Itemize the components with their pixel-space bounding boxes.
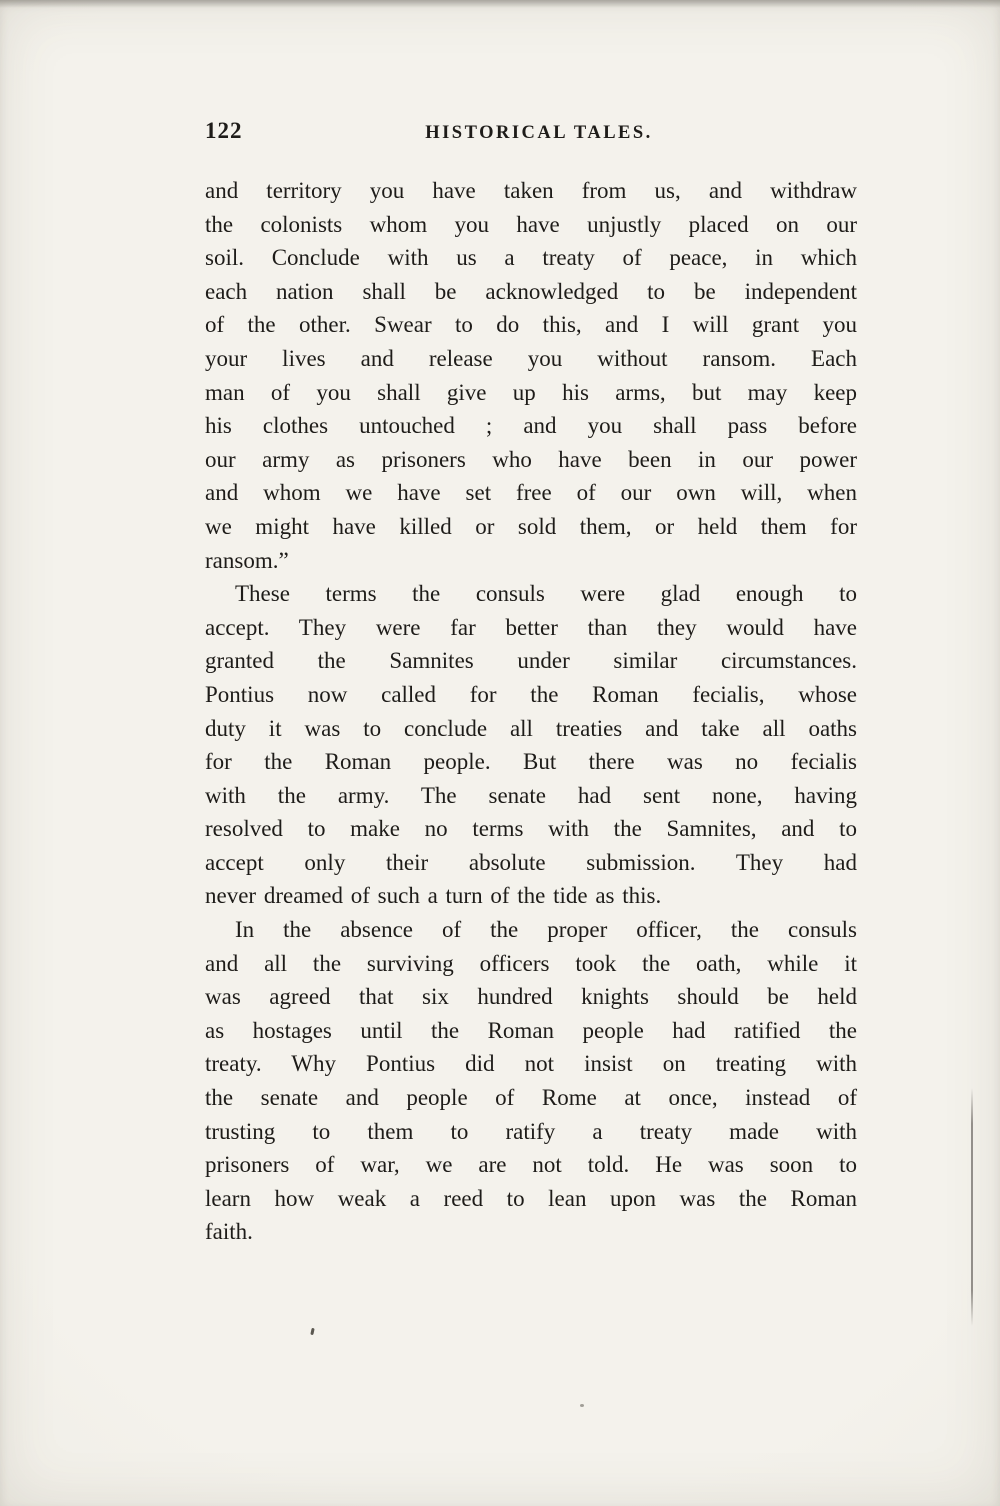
scan-artifact-line: [971, 1088, 973, 1326]
text-line: In the absence of the proper officer, the consuls: [235, 917, 857, 943]
text-line: resolved to make no terms with the Samnites, and to: [205, 816, 857, 842]
text-line: trusting to them to ratify a treaty made with: [205, 1118, 857, 1144]
text-line: your lives and release you without ransom. Each: [205, 345, 857, 371]
text-line: accept. They were far better than they would have: [205, 614, 857, 640]
text-line: and all the surviving officers took the oath, while it: [205, 950, 857, 976]
text-line: and territory you have taken from us, and withdraw: [205, 178, 857, 203]
paragraph: [205, 913, 857, 1249]
text-line: each nation shall be acknowledged to be independent: [205, 278, 857, 304]
text-line: These terms the consuls were glad enough to: [235, 581, 857, 607]
text-line: granted the Samnites under similar circumstances.: [205, 648, 857, 674]
text-line: the senate and people of Rome at once, instead of: [205, 1085, 857, 1111]
text-line: we might have killed or sold them, or held them for: [205, 513, 857, 539]
text-line: as hostages until the Roman people had ratified the: [205, 1017, 857, 1043]
text-line: ransom.”: [205, 547, 289, 573]
scan-speck: [580, 1404, 584, 1407]
text-line: his clothes untouched ; and you shall pass before: [205, 413, 857, 439]
page-edge-shadow: [0, 0, 1000, 8]
paragraph: [205, 577, 857, 913]
text-line: prisoners of war, we are not told. He was soon to: [205, 1152, 857, 1178]
text-line: the colonists whom you have unjustly placed on our: [205, 211, 857, 237]
text-line: treaty. Why Pontius did not insist on treating with: [205, 1051, 857, 1077]
text-line: Pontius now called for the Roman fecialis, whose: [205, 681, 857, 707]
text-line: accept only their absolute submission. They had: [205, 849, 857, 875]
text-line: our army as prisoners who have been in our power: [205, 446, 857, 472]
text-line: of the other. Swear to do this, and I will grant you: [205, 312, 857, 338]
text-line: with the army. The senate had sent none, having: [205, 782, 857, 808]
text-line: man of you shall give up his arms, but may keep: [205, 379, 857, 405]
text-block: [205, 118, 857, 1249]
text-line: never dreamed of such a turn of the tide as this.: [205, 883, 662, 909]
text-line: for the Roman people. But there was no fecialis: [205, 749, 857, 775]
text-line: soil. Conclude with us a treaty of peace, in which: [205, 245, 857, 271]
text-line: and whom we have set free of our own will, when: [205, 480, 857, 506]
running-header: [205, 118, 857, 144]
text-line: learn how weak a reed to lean upon was the Roman: [205, 1185, 857, 1211]
page-body: [205, 174, 857, 1249]
text-line: faith.: [205, 1219, 253, 1245]
text-line: duty it was to conclude all treaties and take all oaths: [205, 715, 857, 741]
text-line: was agreed that six hundred knights should be held: [205, 984, 857, 1010]
running-header-title: HISTORICAL TALES.: [425, 123, 653, 143]
scan-speck: [310, 1328, 314, 1335]
paragraph: [205, 174, 857, 577]
page-number: 122: [205, 118, 243, 143]
